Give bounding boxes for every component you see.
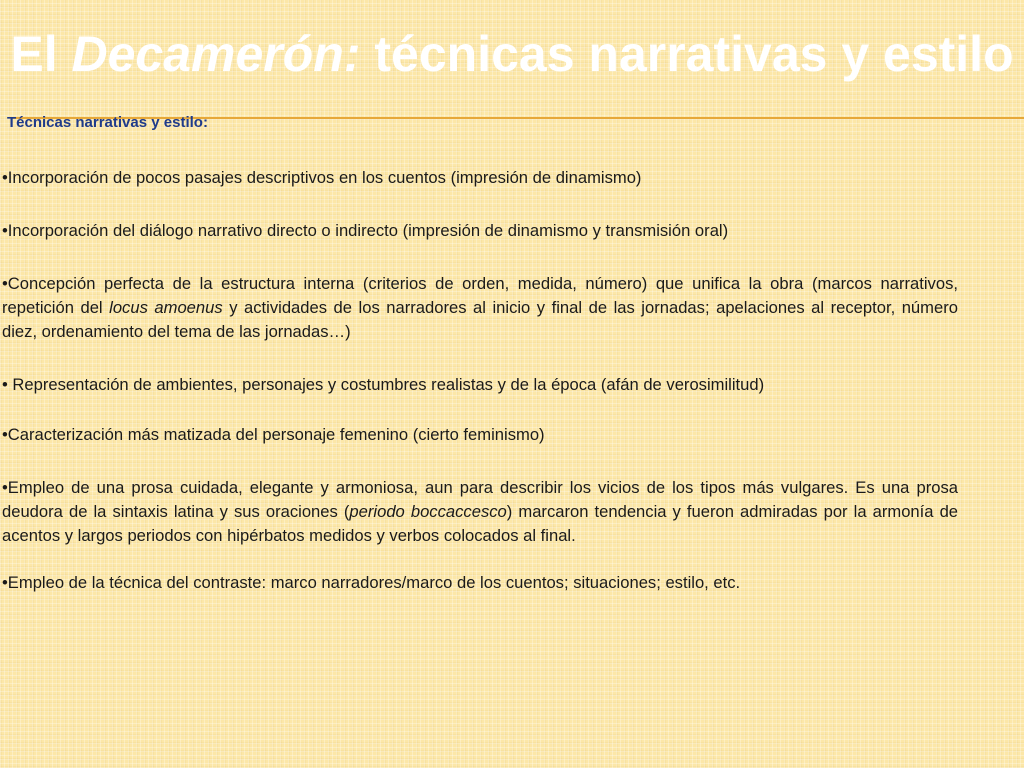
bullet-internal-structure-text-1: •Concepción perfecta de la estructura interna (criterios de orden, medida, número) que unifica la obra (marcos narrativos, repetición del bbox=[2, 274, 958, 317]
bullet-female-character: •Caracterización más matizada del personaje femenino (cierto feminismo) bbox=[2, 425, 545, 444]
bullet-contrast-technique: •Empleo de la técnica del contraste: marco narradores/marco de los cuentos; situaciones; estilo, etc. bbox=[2, 573, 741, 592]
bullet-elegant-prose-text-1: •Empleo de una prosa cuidada, elegante y armoniosa, aun para describir los vicios de los tipos más vulgares. Es una prosa deudora de la sintaxis latina y sus oraciones ( bbox=[2, 478, 958, 521]
bullet-elegant-prose bbox=[2, 476, 958, 548]
bullet-descriptive-passages: •Incorporación de pocos pasajes descriptivos en los cuentos (impresión de dinamismo) bbox=[2, 168, 642, 187]
title-text-2: técnicas narrativas y estilo bbox=[360, 26, 1014, 82]
bullet-list bbox=[2, 166, 958, 624]
title-text-1: El bbox=[10, 26, 72, 82]
bullet-elegant-prose-text-2: ) marcaron tendencia y fueron admiradas por la armonía de acentos y largos periodos con hipérbatos medidos y verbos colocados al final. bbox=[2, 502, 959, 545]
bullet-elegant-prose-italic: periodo boccaccesco bbox=[349, 502, 507, 521]
slide-subtitle: Técnicas narrativas y estilo: bbox=[7, 114, 208, 131]
bullet-internal-structure-italic: locus amoenus bbox=[109, 298, 223, 317]
bullet-realistic-settings: • Representación de ambientes, personajes y costumbres realistas y de la época (afán de verosimilitud) bbox=[2, 375, 765, 394]
bullet-narrative-dialogue: •Incorporación del diálogo narrativo directo o indirecto (impresión de dinamismo y transmisión oral) bbox=[2, 221, 729, 240]
slide-title bbox=[0, 22, 1024, 86]
bullet-internal-structure bbox=[2, 272, 958, 344]
title-italic-work: Decamerón: bbox=[71, 26, 361, 82]
bullet-internal-structure-text-2: y actividades de los narradores al inicio y final de las jornadas; apelaciones al receptor, número diez, ordenamiento del tema de las jornadas…) bbox=[2, 298, 958, 341]
